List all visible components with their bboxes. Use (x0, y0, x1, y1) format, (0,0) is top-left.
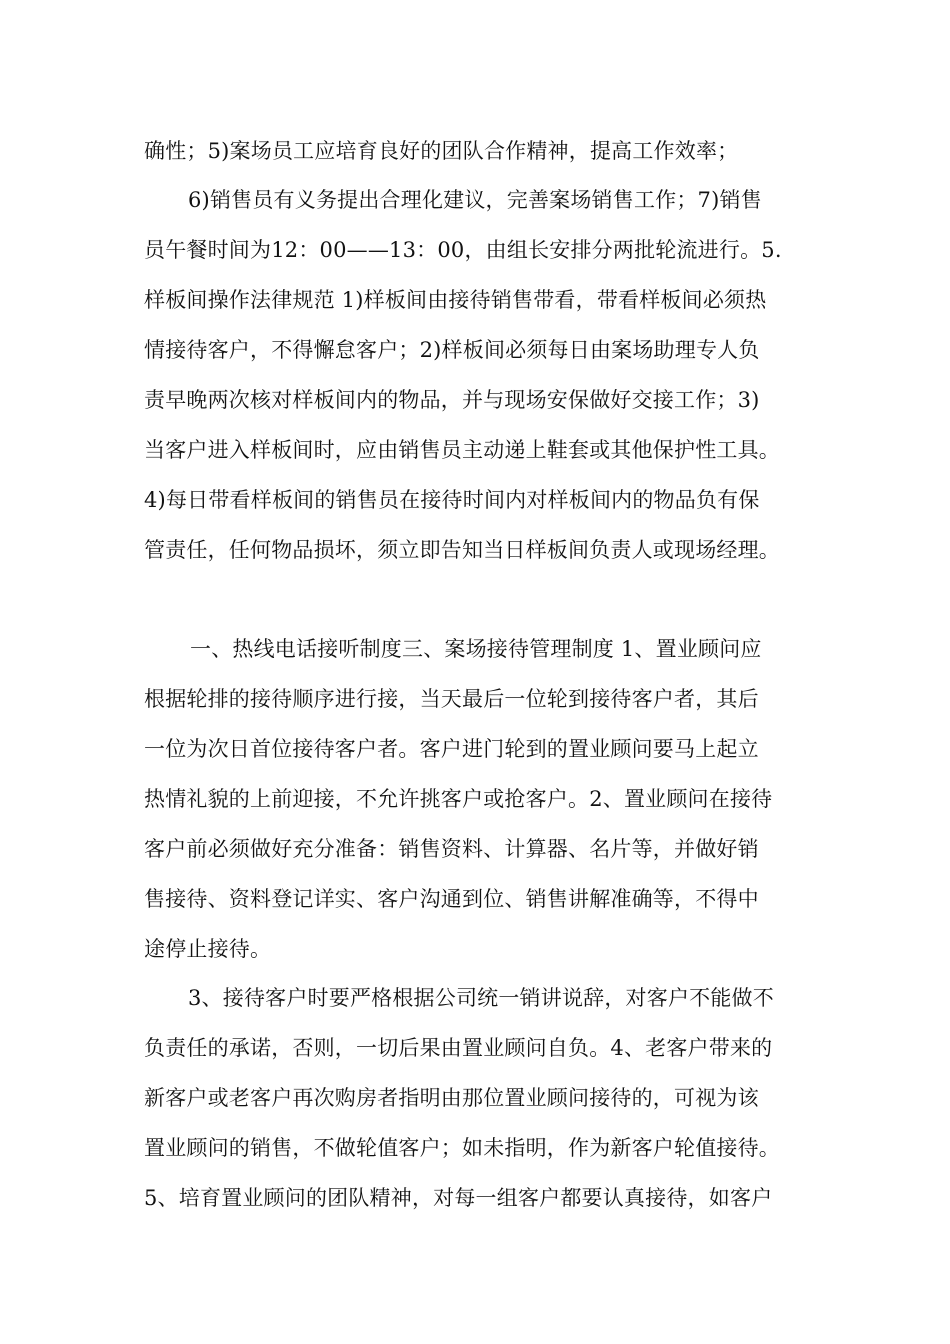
text-line: 一、热线电话接听制度三、案场接待管理制度 1、置业顾问应 (190, 637, 762, 661)
text-line: 6)销售员有义务提出合理化建议，完善案场销售工作；7)销售 (188, 188, 762, 212)
text-line: 置业顾问的销售，不做轮值客户；如未指明，作为新客户轮值接待。 (144, 1136, 780, 1160)
text-line: 负责任的承诺，否则，一切后果由置业顾问自负。4、老客户带来的 (144, 1036, 773, 1060)
text-line: 3、接待客户时要严格根据公司统一销讲说辞，对客户不能做不 (188, 986, 774, 1010)
text-line: 一位为次日首位接待客户者。客户进门轮到的置业顾问要马上起立 (144, 737, 759, 761)
text-line: 样板间操作法律规范 1)样板间由接待销售带看，带看样板间必须热 (144, 288, 767, 312)
text-line: 新客户或老客户再次购房者指明由那位置业顾问接待的，可视为该 (144, 1086, 759, 1110)
text-line: 当客户进入样板间时，应由销售员主动递上鞋套或其他保护性工具。 (144, 438, 780, 462)
text-line: 确性；5)案场员工应培育良好的团队合作精神，提高工作效率； (144, 139, 739, 163)
text-line: 员午餐时间为12：00——13：00，由组长安排分两批轮流进行。5. (144, 238, 782, 262)
text-line: 根据轮排的接待顺序进行接，当天最后一位轮到接待客户者，其后 (144, 687, 759, 711)
text-line: 热情礼貌的上前迎接，不允许挑客户或抢客户。2、置业顾问在接待 (144, 787, 773, 811)
text-line: 管责任，任何物品损坏，须立即告知当日样板间负责人或现场经理。 (144, 538, 780, 562)
text-line: 情接待客户，不得懈怠客户；2)样板间必须每日由案场助理专人负 (144, 338, 760, 362)
text-line: 责早晚两次核对样板间内的物品，并与现场安保做好交接工作；3) (144, 388, 760, 412)
text-line: 4)每日带看样板间的销售员在接待时间内对样板间内的物品负有保 (144, 488, 760, 512)
text-line: 5、培育置业顾问的团队精神，对每一组客户都要认真接待，如客户 (144, 1186, 773, 1210)
text-line: 售接待、资料登记详实、客户沟通到位、销售讲解准确等，不得中 (144, 887, 759, 911)
text-line: 途停止接待。 (144, 937, 272, 961)
text-line: 客户前必须做好充分准备：销售资料、计算器、名片等，并做好销 (144, 837, 759, 861)
